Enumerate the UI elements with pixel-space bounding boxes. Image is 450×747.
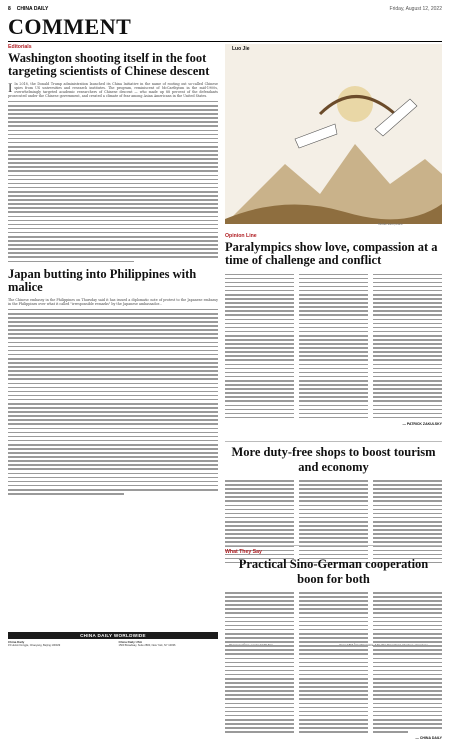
what-they-say-kicker: What They Say: [225, 548, 262, 555]
divider: [225, 545, 442, 546]
footer-col-text: 15 Huixin Dongjie, Chaoyang, Beijing 100029: [8, 644, 61, 648]
footer-col-title: China Daily: [8, 640, 25, 644]
editorial-lead: [8, 82, 218, 98]
footer-col-text: Centre,: [365, 644, 375, 648]
editorial2-lead: [8, 298, 218, 306]
footer-col: [119, 641, 222, 741]
cartoon-author: Luo Jie: [232, 46, 250, 52]
opinion-body: [225, 271, 442, 421]
what-they-say-headline[interactable]: Practical Sino-German cooperation boon for both: [238, 556, 429, 586]
page-number: 8: [8, 6, 11, 12]
editorial-headline[interactable]: Washington shooting itself in the foot targeting scientists of Chinese descent: [8, 51, 210, 78]
editorial-lead-text: In 2018, the Donald Trump administration launched its China Initiative in the name of rooting out so-called Chinese spies from US universities and research institutes. The program, reminiscent of McCarthyism in the mid-1900s, overwhelmingly targeted academic researchers of Chinese descent — who made up 88 percent of the defendants prosecuted under the Chinese government, and created a climate of fear among Asian Americans in the United States.: [8, 82, 218, 99]
cartoon-illustration: [225, 44, 442, 224]
footer-col-text: 1500 Broadway, Suite 2800, New York, NY 10036: [118, 644, 176, 648]
what-they-say-body: [225, 590, 442, 736]
duty-free-headline[interactable]: More duty-free shops to boost tourism and economy: [231, 444, 436, 474]
what-they-say-section: [225, 542, 442, 740]
drop-cap: I: [8, 80, 13, 95]
opinion-byline: — PATRICK ZAKULSKY: [402, 421, 442, 426]
section-title: COMMENT: [8, 14, 132, 39]
footer-col-title: China Daily USA: [118, 640, 143, 644]
editorial-body: [8, 101, 218, 262]
footer-col: [8, 641, 111, 741]
what-they-say-byline: — CHINA DAILY: [415, 736, 442, 741]
issue-date: Friday, August 12, 2022: [389, 6, 442, 12]
paper-logo: CHINA DAILY: [16, 6, 49, 12]
opinion-section: [225, 233, 442, 426]
worldwide-bar: CHINA DAILY WORLDWIDE: [8, 632, 218, 639]
editorial2-body: [8, 309, 218, 495]
cartoon-art: [225, 44, 442, 224]
editorials-column: [8, 44, 218, 497]
section-rule: [8, 41, 442, 42]
opinion-kicker: Opinion Line: [225, 233, 257, 239]
divider: [225, 441, 442, 442]
editorial2-lead-text: The Chinese embassy in the Philippines on Thursday said it has issued a diplomatic note of protest to the Japanese embassy in the Philippines over what it called "irresponsible remarks" by the Japanese ambassador...: [8, 298, 218, 307]
opinion-headline[interactable]: Paralympics show love, compassion at a time of challenge and conflict: [225, 240, 438, 267]
editorials-kicker: Editorials: [8, 44, 32, 50]
page-header: [8, 4, 442, 14]
cartoon-caption: Middle East peace: [378, 222, 403, 226]
editorial2-headline[interactable]: Japan butting into Philippines with malice: [8, 267, 197, 295]
